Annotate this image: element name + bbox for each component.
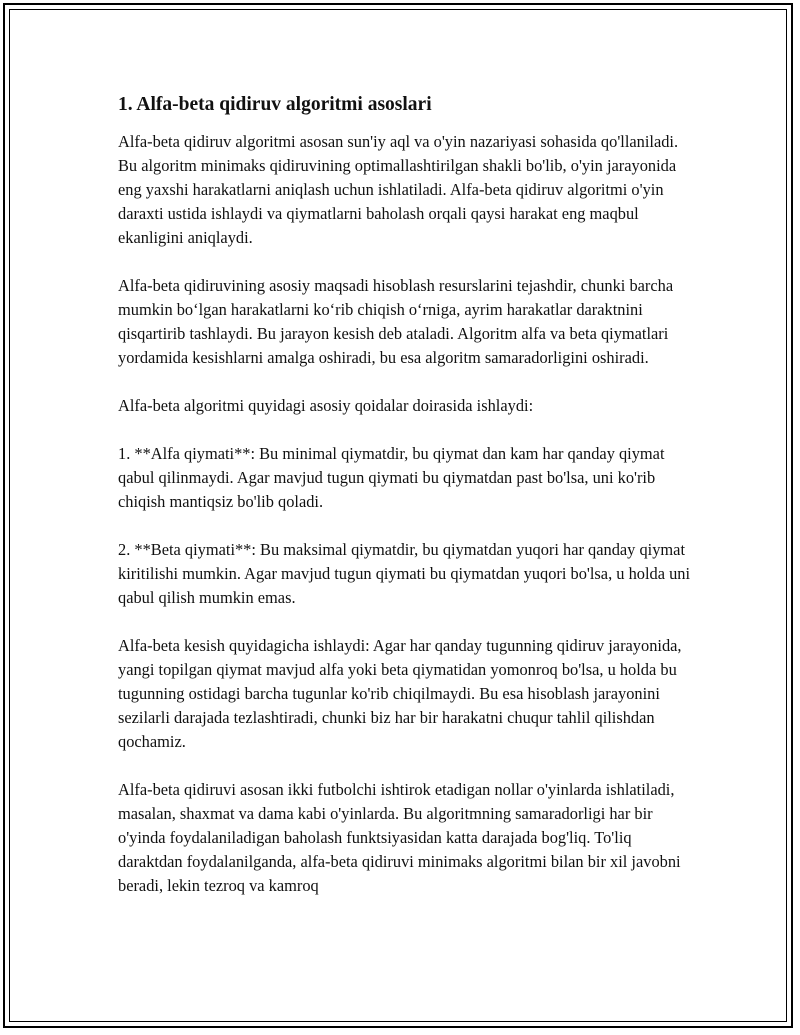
paragraph-rules-intro: Alfa-beta algoritmi quyidagi asosiy qoidalar doirasida ishlaydi: bbox=[118, 396, 534, 415]
paragraph-alpha-rule: 1. **Alfa qiymati**: Bu minimal qiymatdir, bu qiymat dan kam har qanday qiymat qabul qilinmaydi. Agar mavjud tugun qiymati bu qiymatdan past bo'lsa, uni ko'rib chiqish mantiqsiz bo'lib qoladi. bbox=[118, 444, 665, 511]
paragraph-pruning: Alfa-beta kesish quyidagicha ishlaydi: Agar har qanday tugunning qidiruv jarayonida, yangi topilgan qiymat mavjud alfa yoki beta qiymatidan yomonroq bo'lsa, u holda bu tugunning ostidagi barcha tugunlar ko'rib chiqilmaydi. Bu esa hisoblash jarayonini sezilarli darajada tezlashtiradi, chunki biz har bir harakatni chuqur tahlil qilishdan qochamiz. bbox=[118, 636, 682, 751]
paragraph-beta-rule: 2. **Beta qiymati**: Bu maksimal qiymatdir, bu qiymatdan yuqori har qanday qiymat kiritilishi mumkin. Agar mavjud tugun qiymati bu qiymatdan yuqori bo'lsa, u holda uni qabul qilish mumkin emas. bbox=[118, 540, 691, 607]
paragraph-purpose: Alfa-beta qidiruvining asosiy maqsadi hisoblash resurslarini tejashdir, chunki barcha mumkin bo‘lgan harakatlarni ko‘rib chiqish o‘rniga, ayrim harakatlar daraktnini qisqartirib tashlaydi. Bu jarayon kesish deb ataladi. Algoritm alfa va beta qiymatlari yordamida kesishlarni amalga oshiradi, bu esa algoritm samaradorligini oshiradi. bbox=[118, 276, 674, 367]
section-heading: 1. Alfa-beta qidiruv algoritmi asoslari bbox=[118, 94, 432, 115]
document-body bbox=[118, 92, 698, 922]
paragraph-usage: Alfa-beta qidiruvi asosan ikki futbolchi ishtirok etadigan nollar o'yinlarda ishlatiladi, masalan, shaxmat va dama kabi o'yinlarda. Bu algoritmning samaradorligi har bir o'yinda foydalaniladigan baholash funktsiyasidan katta darajada bog'liq. To'liq daraktdan foydalanilganda, alfa-beta qidiruvi minimaks algoritmi bilan bir xil javobni beradi, lekin tezroq va kamroq bbox=[118, 780, 681, 895]
paragraph-intro: Alfa-beta qidiruv algoritmi asosan sun'iy aql va o'yin nazariyasi sohasida qo'llaniladi. Bu algoritm minimaks qidiruvining optimallashtirilgan shakli bo'lib, o'yin jarayonida eng yaxshi harakatlarni aniqlash uchun ishlatiladi. Alfa-beta qidiruv algoritmi o'yin daraxti ustida ishlaydi va qiymatlarni baholash orqali qaysi harakat eng maqbul ekanligini aniqlaydi. bbox=[118, 132, 679, 247]
